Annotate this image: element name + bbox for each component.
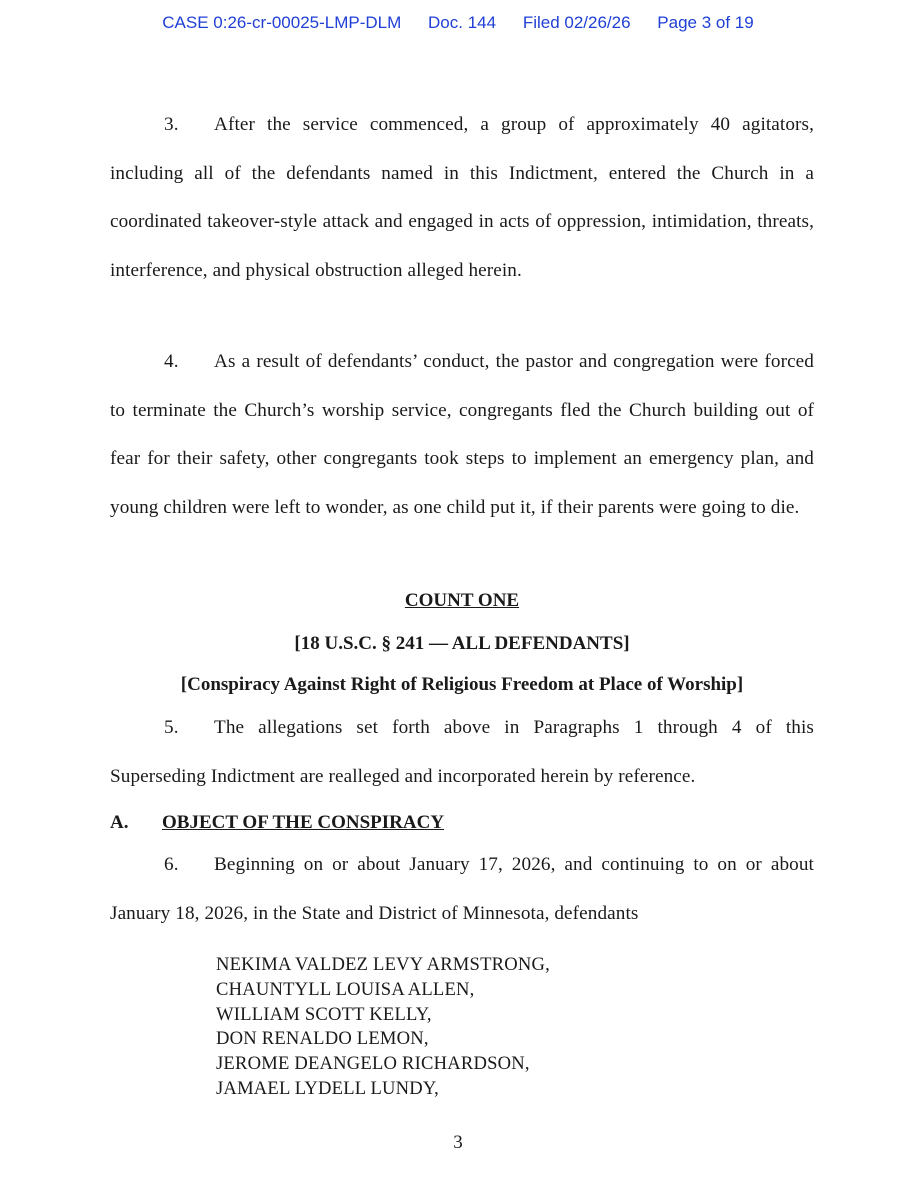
paragraph-number: 6. (164, 854, 179, 875)
defendant-list (216, 953, 550, 1102)
section-heading-a (110, 812, 444, 834)
count-statute: [18 U.S.C. § 241 — ALL DEFENDANTS] (294, 633, 630, 654)
case-number: CASE 0:26-cr-00025-LMP-DLM (162, 13, 402, 32)
filed-date: Filed 02/26/26 (522, 13, 631, 32)
defendant-name: DON RENALDO LEMON, (216, 1028, 429, 1050)
defendant-name: WILLIAM SCOTT KELLY, (216, 1003, 432, 1025)
ecf-filing-header (0, 13, 916, 33)
paragraph-text: As a result of defendants’ conduct, the pastor and congregation were forced to terminate the Church’s worship service, congregants fled the Church building out of fear for their safety, other congregants took steps to implement an emergency plan, and young children were left to wonder, as one child put it, if their parents were going to die. (110, 351, 814, 518)
count-title: COUNT ONE (404, 590, 520, 611)
defendant-name: JAMAEL LYDELL LUNDY, (216, 1077, 440, 1099)
paragraph-number: 5. (164, 717, 179, 738)
section-letter: A. (110, 812, 129, 833)
defendant-name: JEROME DEANGELO RICHARDSON, (216, 1053, 530, 1075)
paragraph-5 (110, 704, 814, 801)
page-number: 3 (453, 1132, 463, 1153)
paragraph-number: 3. (164, 114, 179, 135)
document-number: Doc. 144 (428, 13, 497, 32)
paragraph-6 (110, 841, 814, 938)
paragraph-text: Beginning on or about January 17, 2026, and continuing to on or about January 18, 2026, in the State and District of Minnesota, defendants (110, 854, 814, 924)
paragraph-number: 4. (164, 351, 179, 372)
section-title: OBJECT OF THE CONSPIRACY (162, 812, 445, 833)
paragraph-text: After the service commenced, a group of approximately 40 agitators, including all of the defendants named in this Indictment, entered the Church in a coordinated takeover-style attack and engaged in acts of oppression, intimidation, threats, interference, and physical obstruction alleged herein. (110, 114, 814, 281)
page-of-total: Page 3 of 19 (657, 13, 754, 32)
paragraph-3 (110, 101, 814, 295)
defendant-name: CHAUNTYLL LOUISA ALLEN, (216, 978, 475, 1000)
defendant-name: NEKIMA VALDEZ LEVY ARMSTRONG, (216, 954, 550, 975)
count-description: [Conspiracy Against Right of Religious Freedom at Place of Worship] (180, 674, 744, 695)
paragraph-text: The allegations set forth above in Paragraphs 1 through 4 of this Superseding Indictment are realleged and incorporated herein by reference. (110, 717, 814, 787)
paragraph-4 (110, 338, 814, 532)
